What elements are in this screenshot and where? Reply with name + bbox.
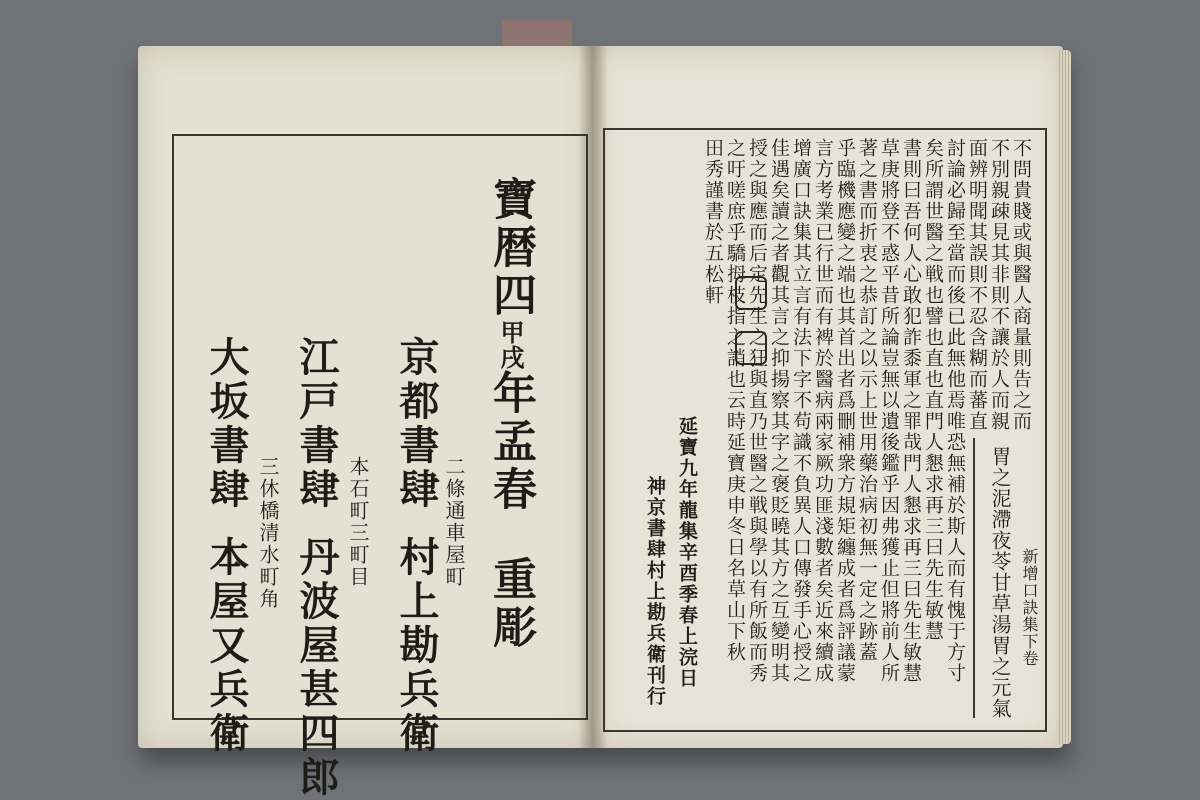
kyoto-address: 二條通車屋町 [442,456,466,588]
preface-date: 延寶九年龍集辛酉季春上浣日 [676,416,698,689]
open-book [138,46,1063,800]
preface-line: 佳遇矣讀之者觀其言之抑揚察其字之褒貶曉其方之互變明其 [768,138,790,684]
left-page [138,46,593,800]
next-page-title-box [973,438,1043,718]
preface-line: 面辨明聞其誤則不忍含糊而蕃直 [966,138,988,432]
date-tail: 年孟春 [485,370,536,514]
kyoto-publisher: 村上勘兵衛 [393,536,440,756]
osaka-label: 大坂書肆 [203,336,250,512]
right-page [593,46,1063,748]
kyoto-label: 京都書肆 [393,336,440,512]
next-page-subtitle: 新增口訣集下卷 [1020,548,1039,667]
date-sub: 甲戌 [496,320,525,370]
preface-publisher: 神京書肆村上勘兵衛刊行 [644,476,666,707]
preface-line: 增廣口訣集其立言有法下字不苟識不負異人口傳發手心授之 [790,138,812,684]
preface-line: 授之與應而后定先生之狂與直乃世醫之戦與學以有所飯而秀 [746,138,768,684]
next-page-title: 胃之泥滯夜苓甘草湯胃之元氣 [988,446,1012,719]
edo-address: 本石町三町目 [346,456,370,588]
preface-line: 之吁嗟庶乎驕拇枝指之誚也云時延寶庚申冬日名草山下秋 [724,138,746,663]
preface-line: 不問貴賤或與醫人商量則告之而 [1010,138,1032,432]
author-seal-icon [735,331,767,365]
preface-line: 田秀謹書於五松軒 [702,138,724,306]
preface-line: 討論必歸至當而後已此無他焉唯恐無補於斯人而有愧于方寸 [944,138,966,684]
preface-line: 書則曰吾何人心敢犯詐黍軍之罪哉門人懇求再三曰先生敏慧 [900,138,922,684]
preface-line: 草庚將登不惑平昔所論豈無以遺後鑑乎因弗獲止但將前人所 [878,138,900,684]
preface-line: 矣所謂世醫之戦也譬也直也直門人懇求再三曰先生敏慧 [922,138,944,642]
colophon-date [478,176,542,514]
reprint-label: 重彫 [485,556,536,652]
osaka-publisher: 本屋又兵衛 [203,536,250,756]
edo-label: 江戸書肆 [293,336,340,512]
date-main: 寶暦四 [485,176,536,320]
edo-publisher: 丹波屋甚四郎 [293,536,340,800]
preface-line: 著之書而折衷之恭訂之以示上世用藥治病初無一定之跡蓋 [856,138,878,663]
preface-line: 乎臨機應變之端也其首出者爲刪補衆方規矩纏成者爲評議蒙 [834,138,856,684]
author-seal-icon [735,276,767,310]
osaka-address: 三休橋清水町角 [256,456,280,610]
preface-line: 不別親疎見其非則不讓於人而親 [988,138,1010,432]
page-edges [1057,50,1071,744]
preface-line: 言方考業已行世而有裨於醫病兩家厥功匪淺數者矣近來續成 [812,138,834,684]
book-gutter [578,46,608,748]
